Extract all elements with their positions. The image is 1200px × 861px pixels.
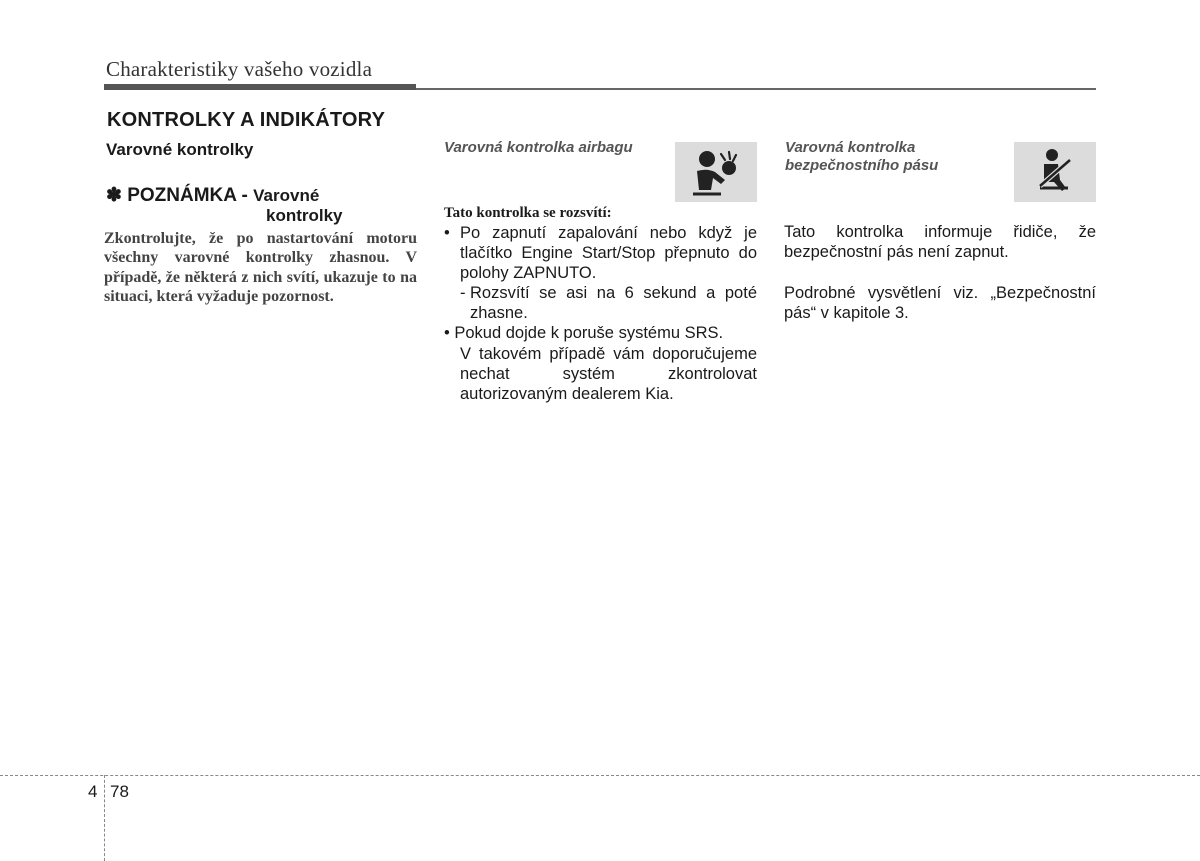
airbag-bullet-srs <box>444 324 757 344</box>
header-rule-thick <box>104 84 416 90</box>
subbullet-mark: - <box>460 284 466 302</box>
footer-vertical-divider <box>104 775 105 861</box>
running-header: Charakteristiky vašeho vozidla <box>106 57 373 81</box>
bullet-text: Po zapnutí zapalování nebo když je tlačítko Engine Start/Stop přepnuto do polohy ZAPNUTO. <box>460 224 757 282</box>
seatbelt-description: Tato kontrolka informuje řidiče, že bezpečnostní pás není zapnut. <box>784 223 1096 261</box>
airbag-warning-icon <box>675 142 757 202</box>
seatbelt-warning-icon <box>1014 142 1096 202</box>
bullet-mark: • <box>444 224 450 242</box>
note-subtitle-line2: kontrolky <box>266 206 343 225</box>
warning-lights-heading: Varovné kontrolky <box>106 140 254 159</box>
section-title: KONTROLKY A INDIKÁTORY <box>107 109 386 131</box>
seatbelt-reference: Podrobné vysvětlení viz. „Bezpečnostní pás“ v kapitole 3. <box>784 284 1096 322</box>
airbag-warning-heading: Varovná kontrolka airbagu <box>444 139 633 156</box>
note-label: POZNÁMKA - <box>127 185 248 206</box>
note-star-icon: ✽ <box>106 185 122 206</box>
subbullet-text: Rozsvítí se asi na 6 sekund a poté zhasne. <box>470 284 757 322</box>
bullet-mark: • <box>444 324 450 342</box>
chapter-number: 4 <box>88 782 98 801</box>
footer-divider <box>0 775 1200 776</box>
note-body: Zkontrolujte, že po nastartování motoru všechny varovné kontrolky zhasnou. V případě, že některá z nich svítí, ukazuje to na situaci, která vyžaduje pozornost. <box>104 230 417 306</box>
header-rule-thin <box>416 88 1096 90</box>
note-subtitle-line1: Varovné <box>253 186 320 205</box>
airbag-bullet-ignition <box>444 224 757 283</box>
page-number: 78 <box>110 782 129 801</box>
airbag-srs-recommendation: V takovém případě vám doporučujeme nechat systém zkontrolovat autorizovaným dealerem Kia. <box>460 345 757 403</box>
seatbelt-heading-line2: bezpečnostního pásu <box>785 157 939 174</box>
airbag-lights-on-subhead: Tato kontrolka se rozsvítí: <box>444 205 612 221</box>
note-title <box>106 184 319 207</box>
seatbelt-heading-line1: Varovná kontrolka <box>785 139 916 156</box>
seatbelt-warning-heading <box>785 139 1005 175</box>
airbag-subbullet-duration <box>460 284 757 324</box>
bullet-text: Pokud dojde k poruše systému SRS. <box>454 324 724 342</box>
